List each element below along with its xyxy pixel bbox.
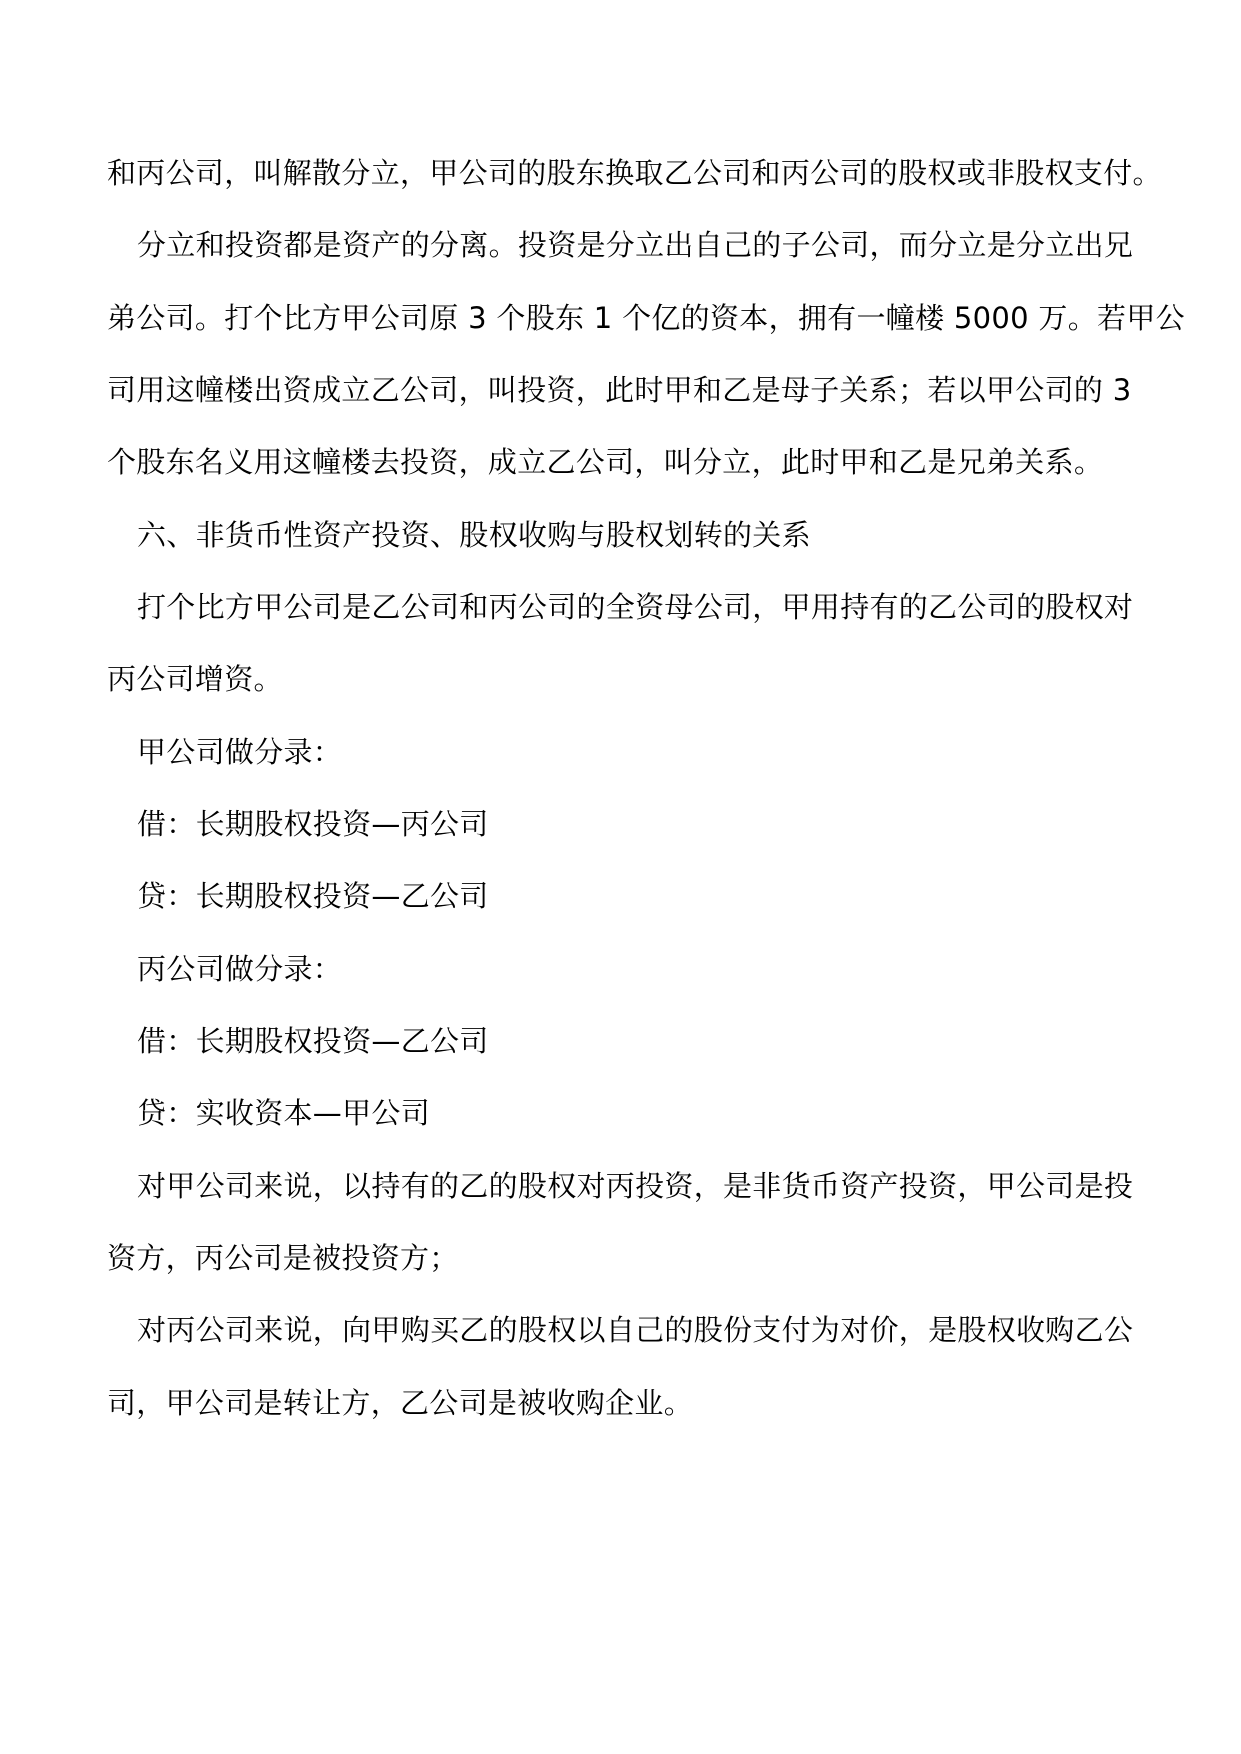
text-line: 甲公司做分录： <box>137 735 343 769</box>
text-line: 丙公司增资。 <box>107 662 283 696</box>
text-line: 对甲公司来说，以持有的乙的股权对丙投资，是非货币资产投资，甲公司是投 <box>137 1169 1134 1203</box>
section-heading: 六、非货币性资产投资、股权收购与股权划转的关系 <box>137 518 811 552</box>
text-line: 打个比方甲公司是乙公司和丙公司的全资母公司，甲用持有的乙公司的股权对 <box>137 590 1134 624</box>
journal-entry-credit: 贷：长期股权投资—乙公司 <box>137 879 489 913</box>
journal-entry-debit: 借：长期股权投资—乙公司 <box>137 1024 489 1058</box>
text-line: 司用这幢楼出资成立乙公司，叫投资，此时甲和乙是母子关系；若以甲公司的 3 <box>107 373 1132 407</box>
text-line: 弟公司。打个比方甲公司原 3 个股东 1 个亿的资本，拥有一幢楼 5000 万。若甲公 <box>107 301 1185 335</box>
text-line: 资方，丙公司是被投资方； <box>107 1241 459 1275</box>
journal-entry-debit: 借：长期股权投资—丙公司 <box>137 807 489 841</box>
text-line: 个股东名义用这幢楼去投资，成立乙公司，叫分立，此时甲和乙是兄弟关系。 <box>107 445 1104 479</box>
text-line: 对丙公司来说，向甲购买乙的股权以自己的股份支付为对价，是股权收购乙公 <box>137 1313 1134 1347</box>
text-line: 分立和投资都是资产的分离。投资是分立出自己的子公司，而分立是分立出兄 <box>137 228 1134 262</box>
journal-entry-credit: 贷：实收资本—甲公司 <box>137 1096 431 1130</box>
text-line: 和丙公司，叫解散分立，甲公司的股东换取乙公司和丙公司的股权或非股权支付。 <box>107 156 1162 190</box>
text-line: 司，甲公司是转让方，乙公司是被收购企业。 <box>107 1386 694 1420</box>
text-line: 丙公司做分录： <box>137 952 343 986</box>
